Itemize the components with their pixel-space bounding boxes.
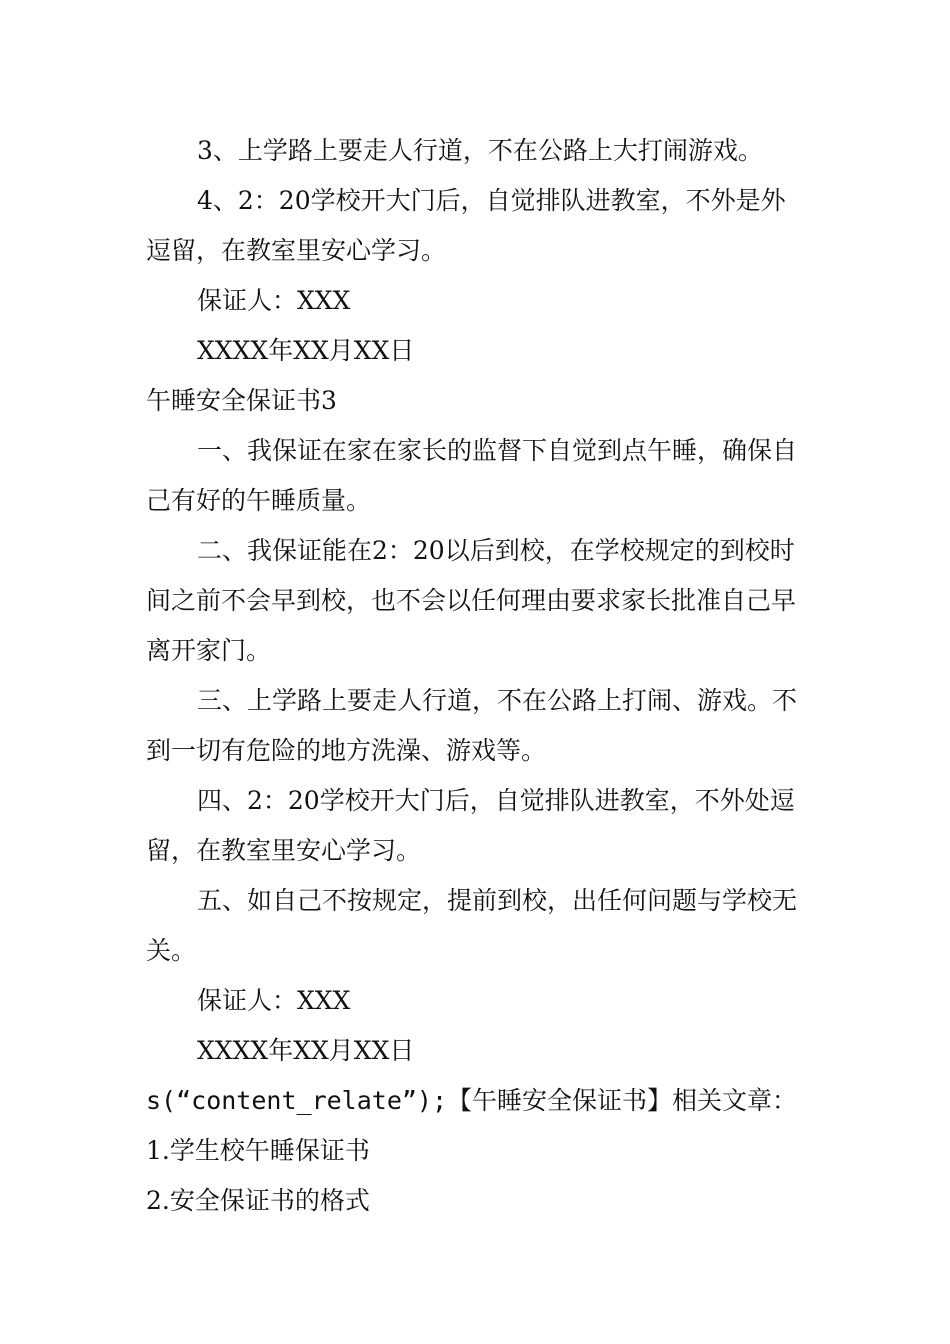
section-title: 午睡安全保证书3 — [146, 386, 337, 415]
paragraph-item-3: 三、上学路上要走人行道，不在公路上打闹、游戏。不到一切有危险的地方洗澡、游戏等。 — [146, 686, 798, 765]
paragraph-item-1: 一、我保证在家在家长的监督下自觉到点午睡，确保自己有好的午睡质量。 — [146, 436, 798, 515]
related-articles-title: 【午睡安全保证书】相关文章： — [447, 1086, 798, 1115]
related-link-1[interactable]: 1.学生校午睡保证书 — [146, 1136, 370, 1165]
date-line: XXXX年XX月XX日 — [197, 336, 415, 365]
guarantor-line: 保证人：XXX — [197, 286, 351, 315]
paragraph-1: 3、上学路上要走人行道，不在公路上大打闹游戏。 — [197, 136, 763, 165]
document-body — [146, 126, 808, 1226]
paragraph-item-4: 四、2：20学校开大门后，自觉排队进教室，不外处逗留，在教室里安心学习。 — [146, 786, 795, 865]
paragraph-2: 4、2：20学校开大门后，自觉排队进教室，不外是外逗留，在教室里安心学习。 — [146, 186, 786, 265]
paragraph-item-5: 五、如自己不按规定，提前到校，出任何问题与学校无关。 — [146, 886, 798, 965]
paragraph-item-2: 二、我保证能在2：20以后到校，在学校规定的到校时间之前不会早到校，也不会以任何理由要求家长批准自己早离开家门。 — [146, 536, 797, 665]
guarantor-line-2: 保证人：XXX — [197, 986, 351, 1015]
related-articles-line — [146, 1076, 808, 1126]
date-line-2: XXXX年XX月XX日 — [197, 1036, 415, 1065]
related-link-2[interactable]: 2.安全保证书的格式 — [146, 1186, 370, 1215]
script-snippet: s(“content_relate”); — [146, 1086, 448, 1115]
